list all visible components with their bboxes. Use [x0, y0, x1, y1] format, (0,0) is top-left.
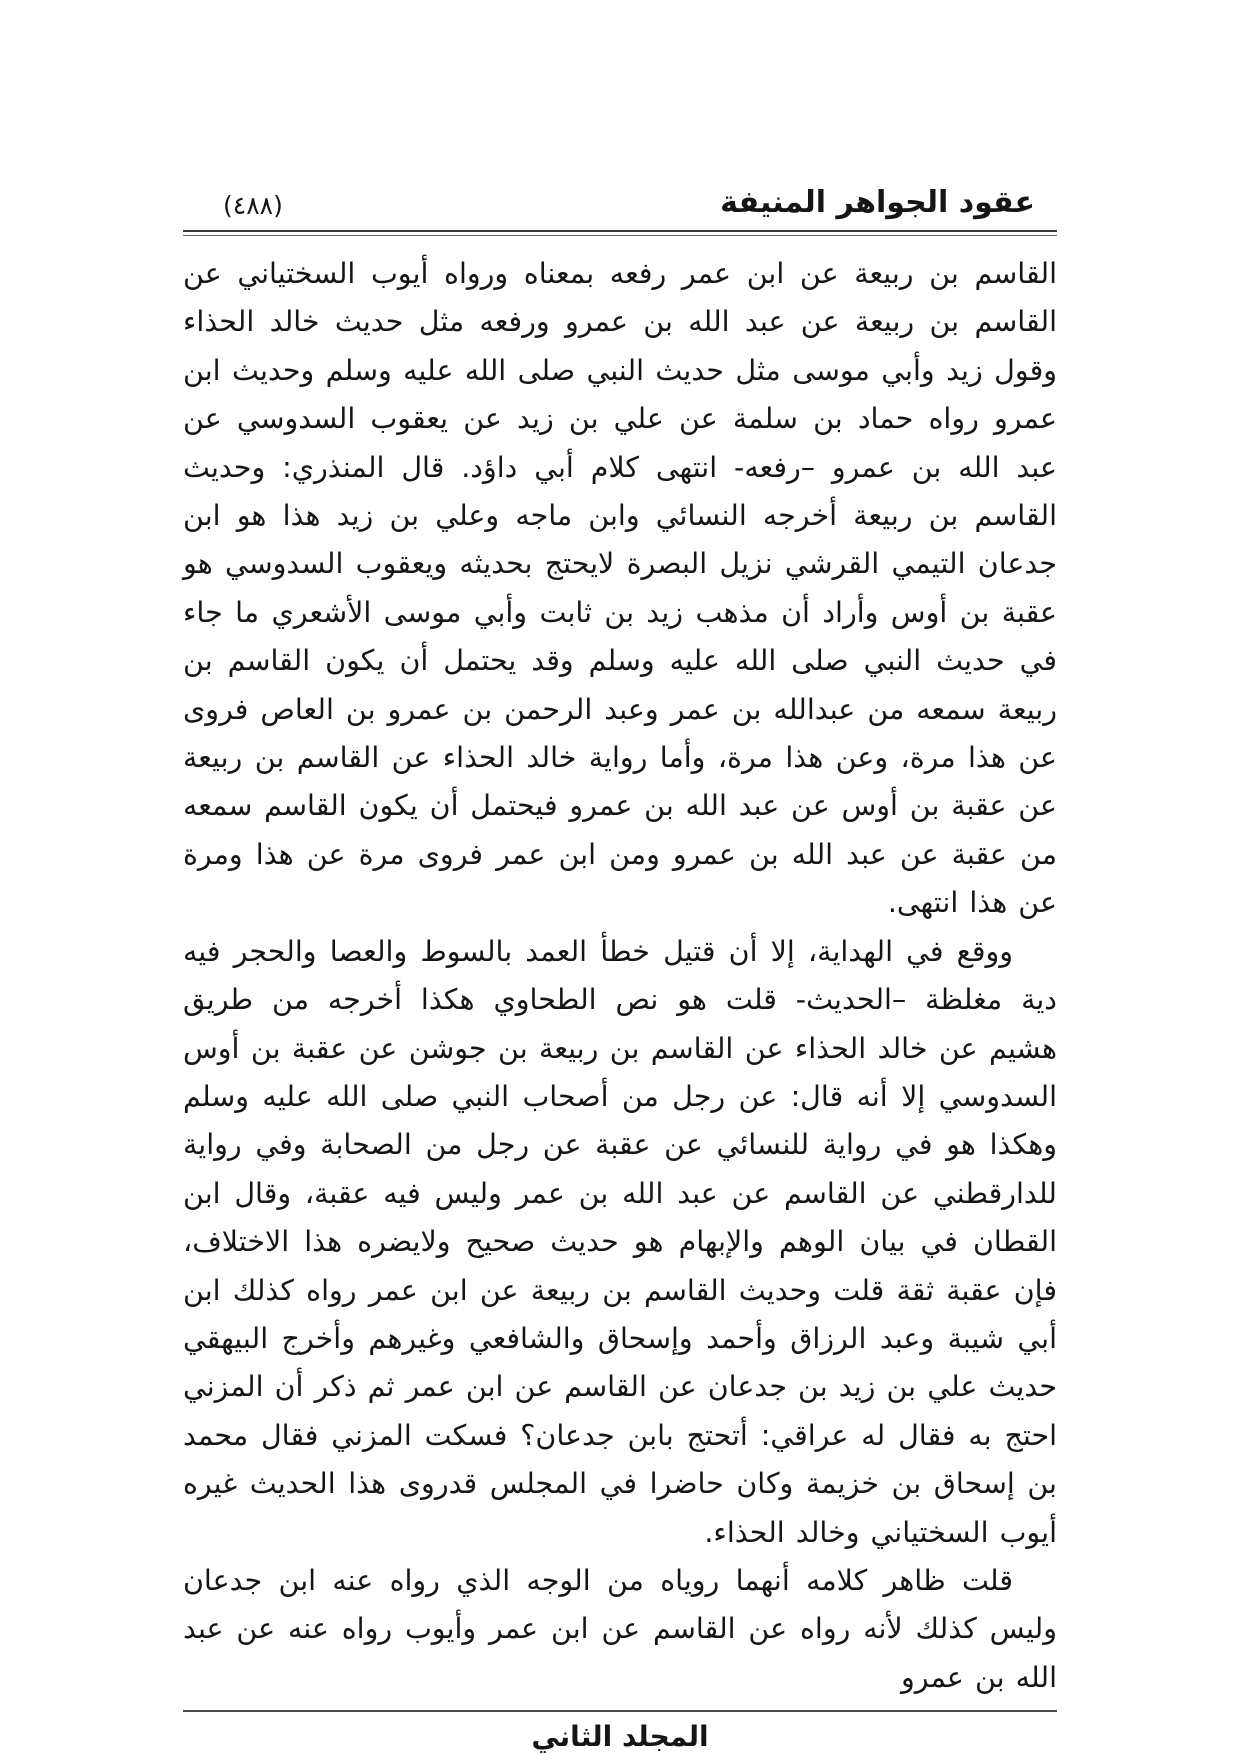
page-header — [183, 0, 1057, 226]
header-rule — [183, 230, 1057, 236]
book-title: عقود الجواهر المنيفة — [720, 185, 1035, 220]
paragraph-2: ووقع في الهداية، إلا أن قتيل خطأ العمد بالسوط والعصا والحجر فيه دية مغلظة –الحديث- قلت هو نص الطحاوي هكذا أخرجه من طريق هشيم عن خالد الحذاء عن القاسم بن ربيعة بن جوشن عن عقبة بن أوس السدوسي إلا أنه قال: عن رجل من أصحاب النبي صلى الله عليه وسلم وهكذا هو في رواية للنسائي عن عقبة عن رجل من الصحابة وفي رواية للدارقطني عن القاسم عن عبد الله بن عمر وليس فيه عقبة، وقال ابن القطان في بيان الوهم والإبهام هو حديث صحيح ولايضره هذا الاختلاف، فإن عقبة ثقة قلت وحديث القاسم بن ربيعة عن ابن عمر رواه كذلك ابن أبي شيبة وعبد الرزاق وأحمد وإسحاق والشافعي وغيرهم وأخرج البيهقي حديث علي بن زيد بن جدعان عن القاسم عن ابن عمر ثم ذكر أن المزني احتج به فقال له عراقي: أتحتج بابن جدعان؟ فسكت المزني فقال محمد بن إسحاق بن خزيمة وكان حاضرا في المجلس قدروى هذا الحديث غيره أيوب السختياني وخالد الحذاء. — [183, 934, 1057, 1549]
page-body — [183, 250, 1057, 1702]
volume-label: المجلد الثاني — [531, 1720, 709, 1754]
footer-rule — [183, 1710, 1057, 1712]
page-number: (٤٨٨) — [223, 191, 283, 220]
paragraph-3: قلت ظاهر كلامه أنهما روياه من الوجه الذي رواه عنه ابن جدعان وليس كذلك لأنه رواه عن القاسم عن ابن عمر وأيوب رواه عنه عن عبد الله بن عمرو — [183, 1563, 1057, 1694]
paragraph-1: القاسم بن ربيعة عن ابن عمر رفعه بمعناه ورواه أيوب السختياني عن القاسم بن ربيعة عن عبد الله بن عمرو ورفعه مثل حديث خالد الحذاء وقول زيد وأبي موسى مثل حديث النبي صلى الله عليه وسلم وحديث ابن عمرو رواه حماد بن سلمة عن علي بن زيد عن يعقوب السدوسي عن عبد الله بن عمرو –رفعه- انتهى كلام أبي داؤد. قال المنذري: وحديث القاسم بن ربيعة أخرجه النسائي وابن ماجه وعلي بن زيد هذا هو ابن جدعان التيمي القرشي نزيل البصرة لايحتج بحديثه ويعقوب السدوسي هو عقبة بن أوس وأراد أن مذهب زيد بن ثابت وأبي موسى الأشعري ما جاء في حديث النبي صلى الله عليه وسلم وقد يحتمل أن يكون القاسم بن ربيعة سمعه من عبدالله بن عمر وعبد الرحمن بن عمرو بن العاص فروى عن هذا مرة، وعن هذا مرة، وأما رواية خالد الحذاء عن القاسم بن ربيعة عن عقبة بن أوس عن عبد الله بن عمرو فيحتمل أن يكون القاسم سمعه من عقبة عن عبد الله بن عمرو ومن ابن عمر فروى مرة عن هذا ومرة عن هذا انتهى. — [183, 257, 1057, 920]
page-footer — [183, 1710, 1057, 1753]
text-block — [183, 0, 1057, 1753]
